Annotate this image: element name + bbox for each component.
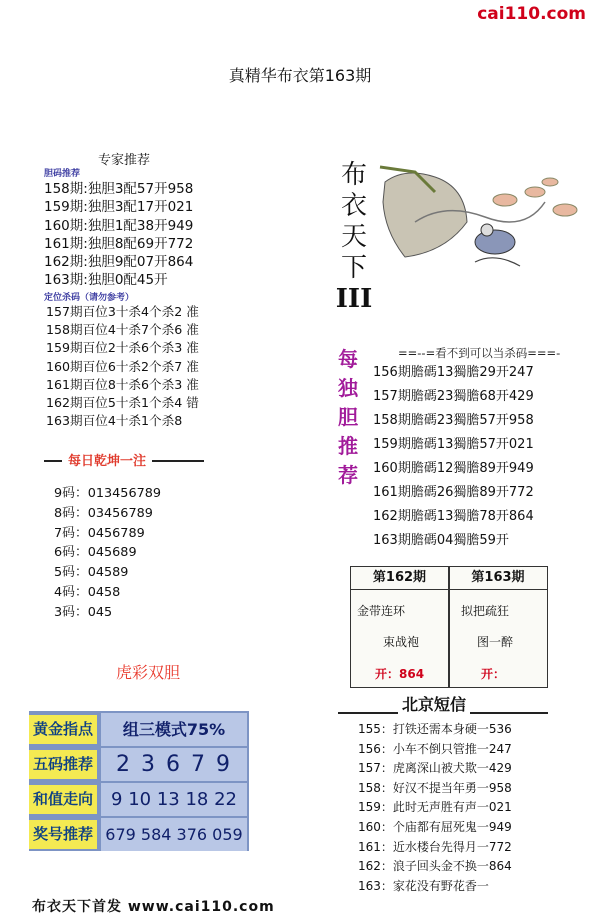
panel-value: 9 10 13 18 22 [101, 783, 247, 816]
table-col-head: 第162期 [372, 570, 427, 585]
list-item: 160期百位6十杀2个杀7 准 [46, 358, 199, 374]
list-item: 161：近水楼台先得月一772 [358, 839, 512, 854]
list-item: 8码：03456789 [54, 505, 153, 521]
list-item: 158期膽碼23獨膽57开958 [373, 413, 534, 428]
list-item: 161期膽碼26獨膽89开772 [373, 485, 534, 500]
panel-value: 679 584 376 059 [101, 818, 247, 851]
beijing-list [358, 720, 512, 896]
list-item: 157：虎离深山被犬欺一429 [358, 761, 512, 776]
list-item: 159期:独胆3配17开021 [44, 199, 194, 216]
brand-char: 衣 [340, 191, 367, 221]
list-item: 157期膽碼23獨膽68开429 [373, 389, 534, 404]
panel-label: 和值走向 [29, 785, 97, 814]
list-item: 158：好汉不提当年勇一958 [358, 780, 512, 795]
dan-sub-label: 胆码推荐 [44, 169, 81, 179]
vert-char: 每 [338, 347, 358, 371]
list-item: 160期膽碼12獨膽89开949 [373, 461, 534, 476]
dan-list [44, 180, 193, 290]
vert-char: 胆 [338, 405, 358, 429]
list-item: 162：浪子回头金不换一864 [358, 859, 512, 874]
kill-sub-label: 定位杀码（请勿参考） [44, 293, 135, 303]
panel-row [29, 713, 249, 746]
list-item: 3码：045 [54, 604, 113, 620]
list-item: 157期百位3十杀4个杀2 准 [46, 304, 199, 319]
table-open: 开： [481, 667, 506, 681]
list-item: 7码：0456789 [54, 525, 145, 541]
list-item: 159：此时无声胜有声一021 [358, 800, 512, 815]
period-table [350, 566, 548, 688]
list-item: 161期:独胆8配69开772 [44, 235, 194, 252]
table-open: 开：864 [375, 667, 425, 681]
list-item: 163期膽碼04獨膽59开 [373, 533, 509, 548]
daily-list [54, 484, 161, 623]
list-item: 162期膽碼13獨膽78开864 [373, 509, 534, 524]
brand-char: 天 [340, 222, 367, 252]
list-item: 159期膽碼13獨膽57开021 [373, 437, 534, 452]
kill-list [46, 303, 199, 430]
table-cell: 束战袍 [383, 635, 420, 649]
brand-vertical-title [334, 160, 374, 315]
panel-label: 黄金指点 [29, 715, 97, 744]
panel-label: 奖号推荐 [29, 820, 97, 849]
site-watermark: cai110.com [477, 4, 586, 24]
list-item: 9码：013456789 [54, 486, 162, 501]
divider [351, 589, 547, 590]
gold-recommend-panel [29, 711, 249, 851]
table-col-head: 第163期 [471, 570, 525, 585]
panel-value: 组三模式75% [101, 713, 247, 746]
panel-row [29, 748, 249, 781]
list-item: 163期:独胆0配45开 [44, 272, 168, 289]
ink-painting-image [375, 162, 595, 276]
dudan-list [373, 361, 534, 553]
brand-char: III [335, 284, 373, 314]
vert-char: 荐 [338, 463, 358, 487]
list-item: 6码：045689 [54, 545, 137, 561]
list-item: 160：个庙都有屈死鬼一949 [358, 819, 512, 834]
list-item: 163：家花没有野花香一 [358, 878, 489, 893]
expert-heading: 专家推荐 [98, 153, 151, 168]
list-item: 162期:独胆9配07开864 [44, 254, 194, 271]
page-title: 真精华布衣第163期 [228, 66, 372, 85]
panel-row [29, 783, 249, 816]
list-item: 156：小车不倒只管推一247 [358, 741, 512, 756]
daily-heading: 每日乾坤一注 [62, 450, 152, 469]
hucai-heading: 虎彩双胆 [116, 663, 181, 682]
panel-row [29, 818, 249, 851]
panel-value: 2 3 6 7 9 [101, 748, 247, 781]
dudan-header: ==--=看不到可以当杀码===- [398, 346, 561, 360]
list-item: 163期百位4十杀1个杀8 [46, 413, 183, 429]
list-item: 162期百位5十杀1个杀4 错 [46, 395, 199, 411]
list-item: 156期膽碼13獨膽29开247 [373, 365, 534, 380]
table-cell: 金带连环 [357, 604, 406, 618]
list-item: 4码：0458 [54, 584, 121, 600]
list-item: 158期:独胆3配57开958 [44, 181, 194, 197]
beijing-heading: 北京短信 [398, 692, 470, 715]
list-item: 155：打铁还需本身硬一536 [358, 722, 512, 736]
list-item: 5码：04589 [54, 565, 129, 581]
vert-char: 独 [338, 376, 358, 400]
table-cell: 图一醉 [477, 635, 514, 649]
list-item: 160期:独胆1配38开949 [44, 217, 194, 234]
list-item: 158期百位4十杀7个杀6 准 [46, 322, 199, 338]
dudan-vertical-title [336, 345, 360, 490]
brand-char: 下 [340, 253, 367, 283]
footer-text: 布衣天下首发 www.cai110.com [32, 899, 275, 915]
panel-label: 五码推荐 [29, 750, 97, 779]
table-cell: 拟把疏狂 [461, 604, 510, 618]
list-item: 161期百位8十杀6个杀3 准 [46, 376, 199, 392]
list-item: 159期百位2十杀6个杀3 准 [46, 340, 199, 356]
vert-char: 推 [338, 434, 358, 458]
brand-char: 布 [340, 160, 367, 190]
